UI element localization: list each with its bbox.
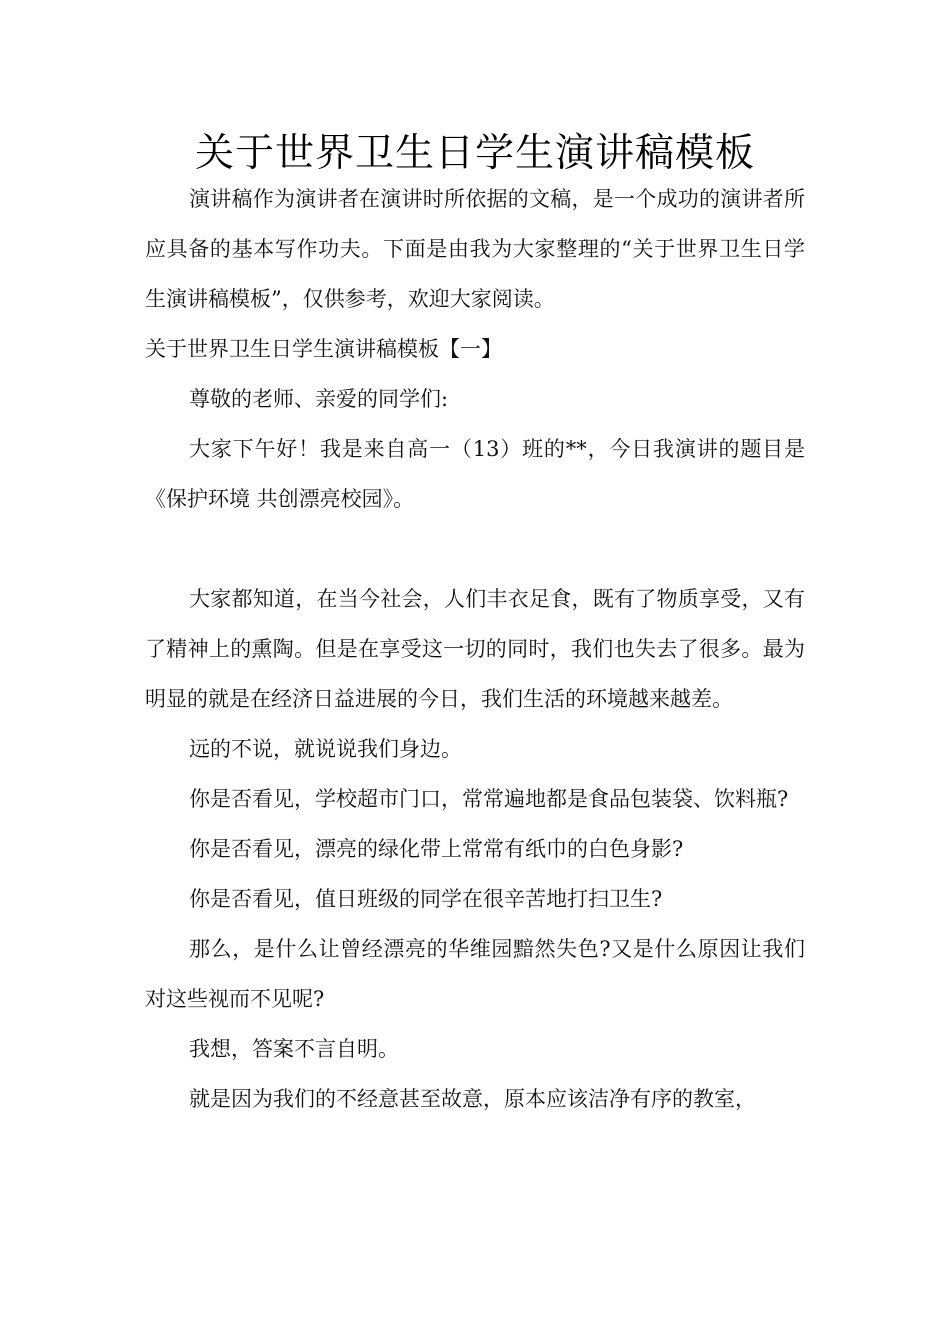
speech-paragraph: 远的不说，就说说我们身边。 bbox=[189, 737, 462, 761]
speech-paragraph: 我想，答案不言自明。 bbox=[189, 1037, 399, 1061]
speech-paragraph: 大家下午好！我是来自高一（13）班的**，今日我演讲的题目是《保护环境 共创漂亮校园》。 bbox=[145, 437, 805, 511]
blank-line bbox=[145, 524, 805, 574]
speech-paragraph: 大家都知道，在当今社会，人们丰衣足食，既有了物质享受，又有了精神上的熏陶。但是在享受这一切的同时，我们也失去了很多。最为明显的就是在经济日益进展的今日，我们生活的环境越来越差。 bbox=[145, 587, 805, 711]
document-title: 关于世界卫生日学生演讲稿模板 bbox=[194, 131, 755, 176]
speech-paragraph: 那么，是什么让曾经漂亮的华维园黯然失色?又是什么原因让我们对这些视而不见呢? bbox=[145, 937, 805, 1011]
intro-paragraph: 演讲稿作为演讲者在演讲时所依据的文稿，是一个成功的演讲者所应具备的基本写作功夫。下面是由我为大家整理的“关于世界卫生日学生演讲稿模板”，仅供参考，欢迎大家阅读。 bbox=[145, 187, 805, 311]
section-heading: 关于世界卫生日学生演讲稿模板【一】 bbox=[145, 337, 502, 361]
document-body bbox=[145, 174, 805, 1124]
salutation: 尊敬的老师、亲爱的同学们: bbox=[189, 387, 449, 411]
speech-paragraph: 你是否看见，学校超市门口，常常遍地都是食品包装袋、饮料瓶? bbox=[189, 787, 789, 811]
speech-paragraph: 就是因为我们的不经意甚至故意，原本应该洁净有序的教室， bbox=[189, 1087, 756, 1111]
speech-paragraph: 你是否看见，漂亮的绿化带上常常有纸巾的白色身影? bbox=[189, 837, 684, 861]
speech-paragraph: 你是否看见，值日班级的同学在很辛苦地打扫卫生? bbox=[189, 887, 663, 911]
